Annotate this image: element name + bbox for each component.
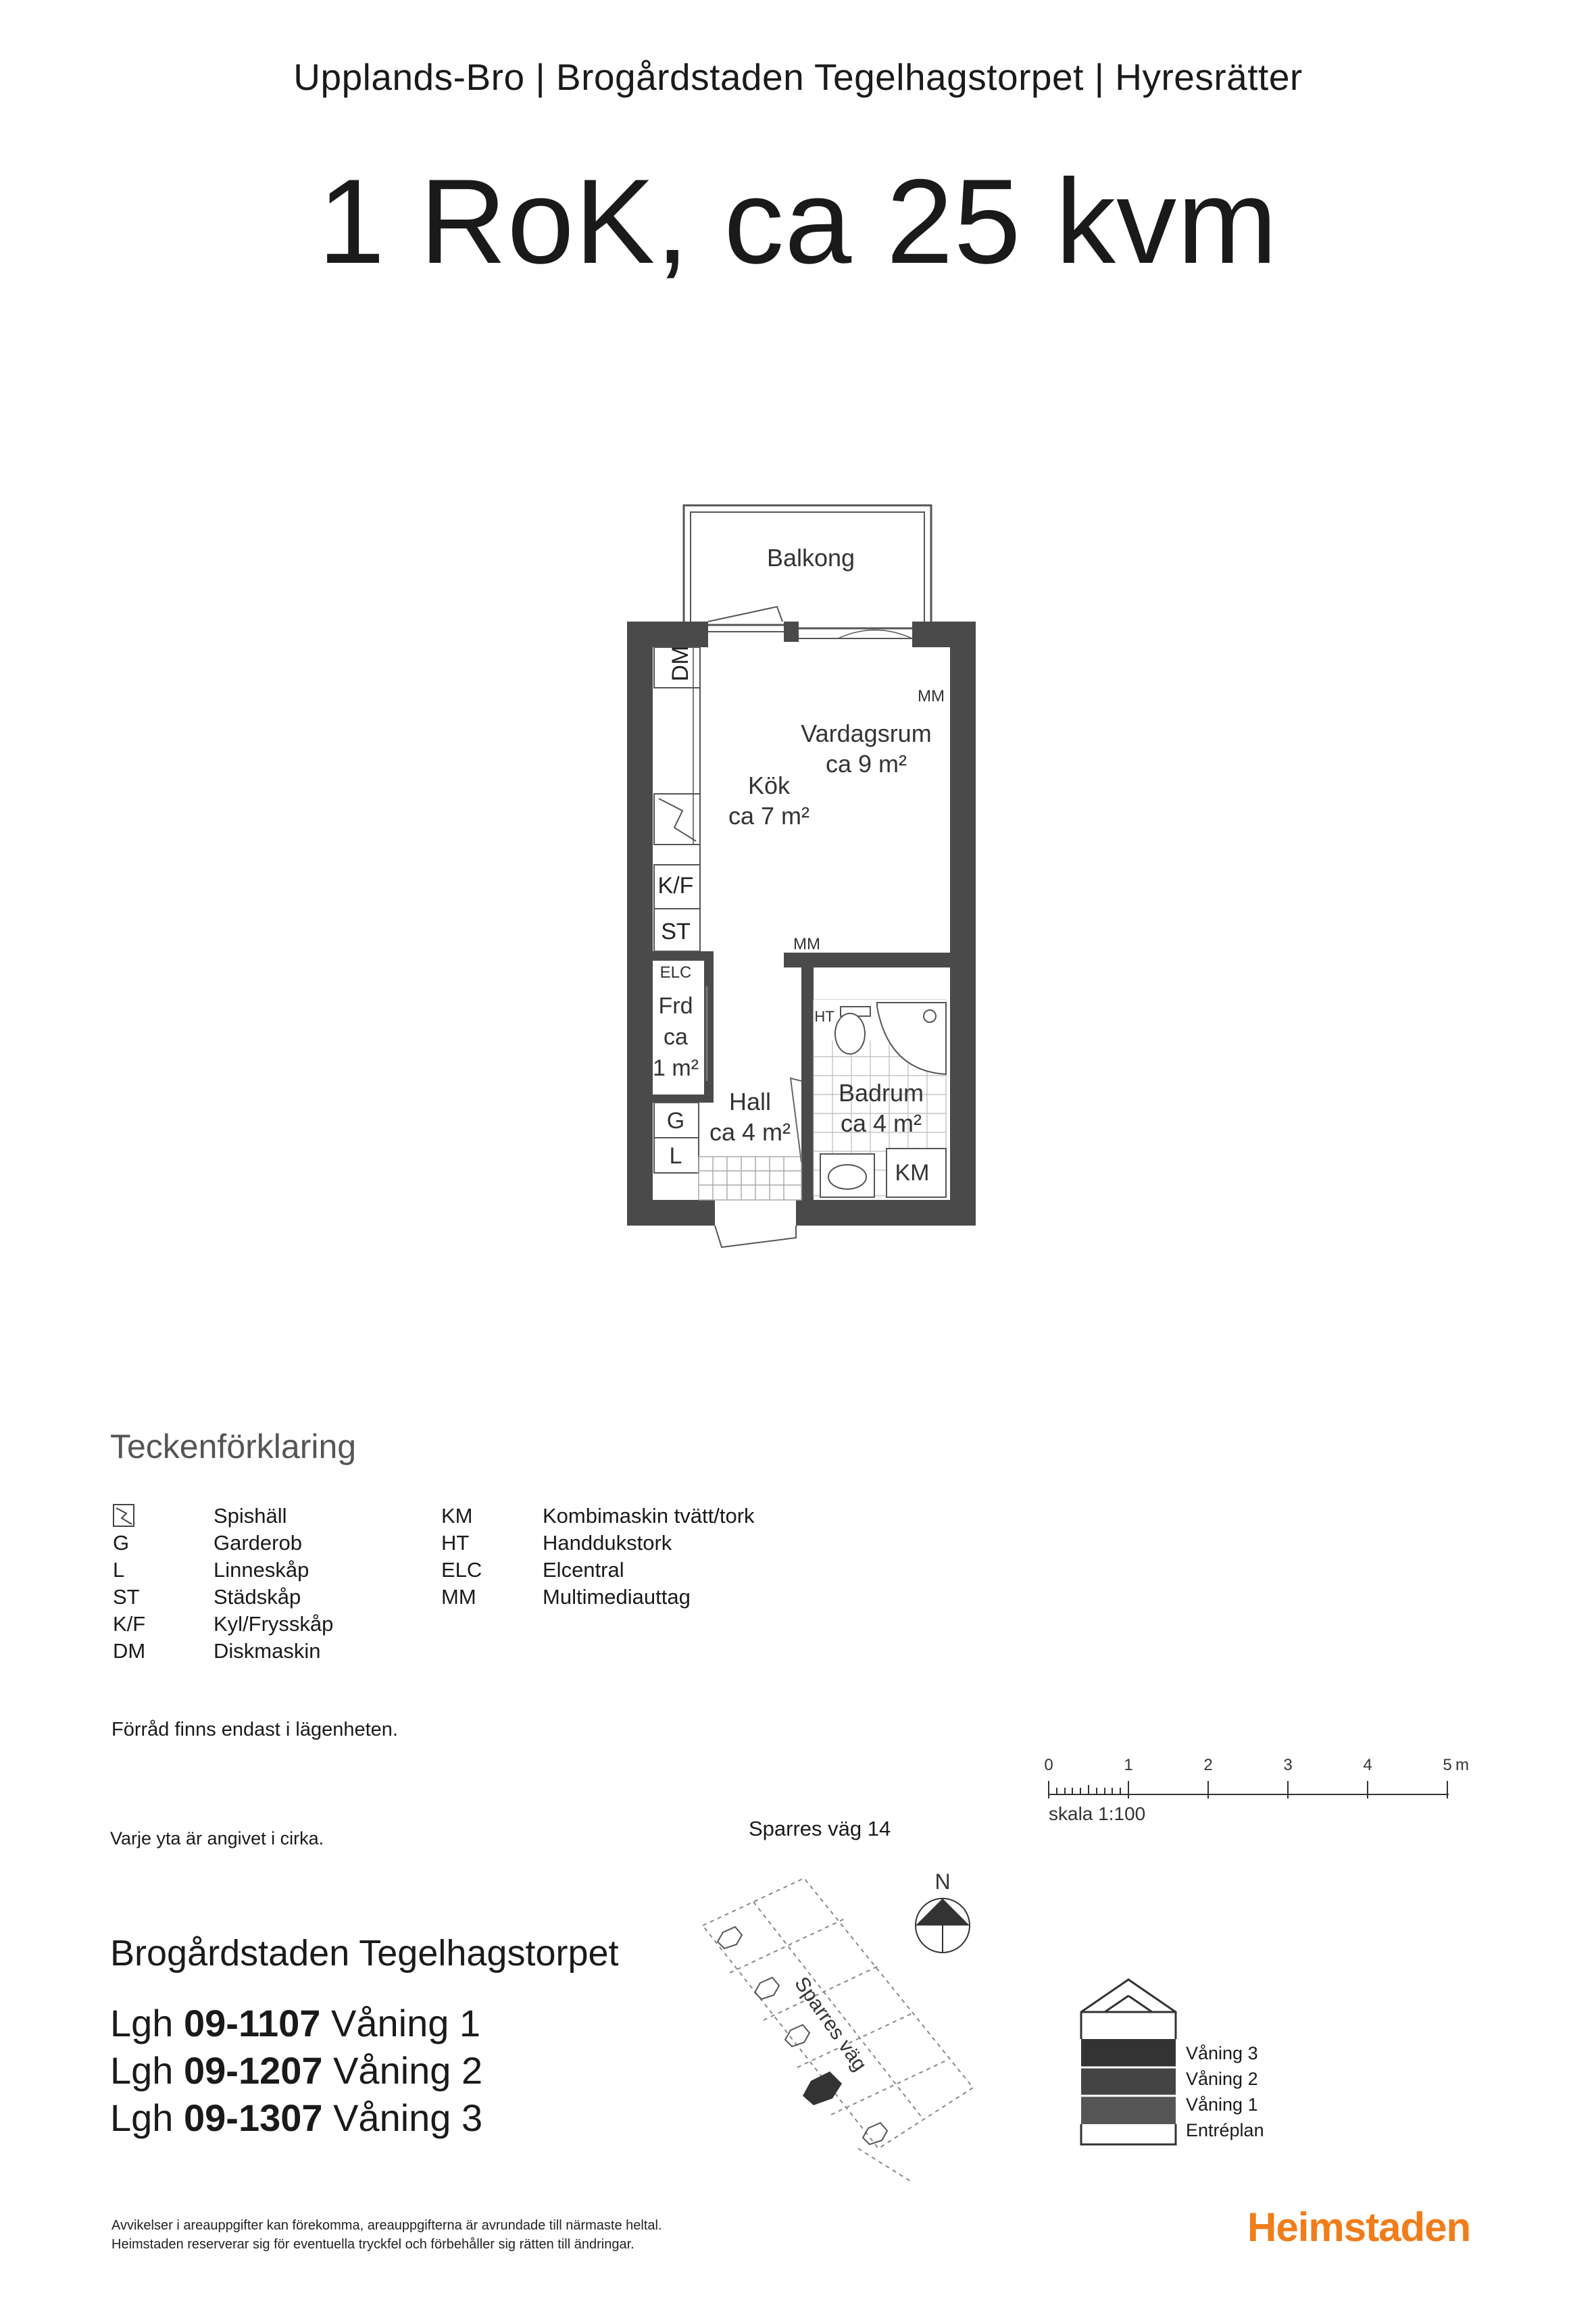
- hall-label: Hall: [728, 1088, 772, 1115]
- floor-label: Våning 1: [1186, 2094, 1258, 2115]
- street-label: Sparres väg: [790, 1973, 872, 2076]
- l-label: L: [669, 1143, 682, 1169]
- north-label: N: [934, 1869, 951, 1894]
- hall-area: ca 4 m²: [709, 1118, 791, 1146]
- unit-number: 09-1107: [184, 2002, 321, 2044]
- site-map: [689, 1865, 993, 2189]
- legend-title: Teckenförklaring: [110, 1428, 357, 1465]
- dm-label: DM: [668, 645, 693, 682]
- mm-outlet-label-2: MM: [793, 935, 820, 953]
- scale-label: skala 1:100: [1049, 1803, 1146, 1824]
- scale-bar: [1034, 1750, 1480, 1824]
- scale-tick: 1: [1124, 1756, 1133, 1774]
- floor-label: Våning 2: [1186, 2069, 1258, 2089]
- scale-tick: 3: [1283, 1756, 1293, 1774]
- bathroom-door: [791, 1078, 801, 1162]
- kitchen-label: Kök: [747, 772, 791, 799]
- building-section: [1068, 1971, 1203, 2147]
- page-title: 1 RoK, ca 25 kvm: [318, 154, 1278, 288]
- building-marker: [803, 2071, 842, 2105]
- scale-tick: 0: [1044, 1756, 1053, 1774]
- stove-icon: [113, 1504, 134, 1527]
- balcony-label: Balkong: [766, 544, 855, 572]
- living-room-area: ca 9 m²: [825, 750, 907, 778]
- site-address: Sparres väg 14: [749, 1817, 891, 1840]
- floor-labels: [1186, 2040, 1264, 2143]
- approx-note: Varje yta är angivet i cirka.: [110, 1828, 324, 1848]
- g-label: G: [666, 1108, 685, 1134]
- unit-number: 09-1307: [184, 2096, 323, 2139]
- unit-line: Lgh 09-1307 Våning 3: [110, 2096, 483, 2139]
- unit-number: 09-1207: [184, 2049, 323, 2092]
- ht-label: HT: [814, 1008, 834, 1025]
- kitchen-area: ca 7 m²: [728, 802, 810, 830]
- km-label: KM: [895, 1160, 930, 1186]
- bathroom-area: ca 4 m²: [840, 1109, 922, 1137]
- location-header: Upplands-Bro | Brogårdstaden Tegelhagstorpet | Hyresrätter: [293, 56, 1303, 98]
- entry-door: [715, 1226, 796, 1247]
- bathroom-label: Badrum: [838, 1079, 924, 1107]
- storage-ca: ca: [664, 1024, 688, 1050]
- disclaimer-line: Avvikelser i areauppgifter kan förekomma, areauppgifterna är avrundade till närmaste heltal.: [111, 2218, 662, 2233]
- scale-unit: m: [1455, 1756, 1469, 1774]
- balcony-door: [708, 607, 912, 638]
- hall-tiles: [699, 1157, 801, 1200]
- scale-tick: 5: [1443, 1756, 1452, 1774]
- kitchen-counter: [654, 647, 700, 951]
- disclaimer-line: Heimstaden reserverar sig för eventuella tryckfel och förbehåller sig rätten till ändringar.: [111, 2237, 634, 2252]
- storage-area: 1 m²: [653, 1055, 699, 1081]
- building-name: Brogårdstaden Tegelhagstorpet: [110, 1933, 619, 1973]
- floor-label: Entréplan: [1186, 2120, 1264, 2140]
- storage-note: Förråd finns endast i lägenheten.: [111, 1719, 398, 1740]
- floor-label: Våning 3: [1186, 2043, 1258, 2063]
- living-room-label: Vardagsrum: [801, 720, 932, 747]
- unit-line: Lgh 09-1107 Våning 1: [110, 2002, 481, 2044]
- scale-tick: 4: [1363, 1756, 1372, 1774]
- unit-line: Lgh 09-1207 Våning 2: [110, 2049, 483, 2092]
- kf-label: K/F: [657, 873, 694, 899]
- storage-label: Frd: [658, 993, 693, 1019]
- st-label: ST: [661, 919, 691, 945]
- scale-tick: 2: [1203, 1756, 1213, 1774]
- north-arrow-icon: [916, 1898, 970, 1953]
- brand-logo: Heimstaden: [1247, 2205, 1471, 2250]
- mm-outlet-label: MM: [918, 687, 945, 705]
- elc-label: ELC: [659, 963, 692, 982]
